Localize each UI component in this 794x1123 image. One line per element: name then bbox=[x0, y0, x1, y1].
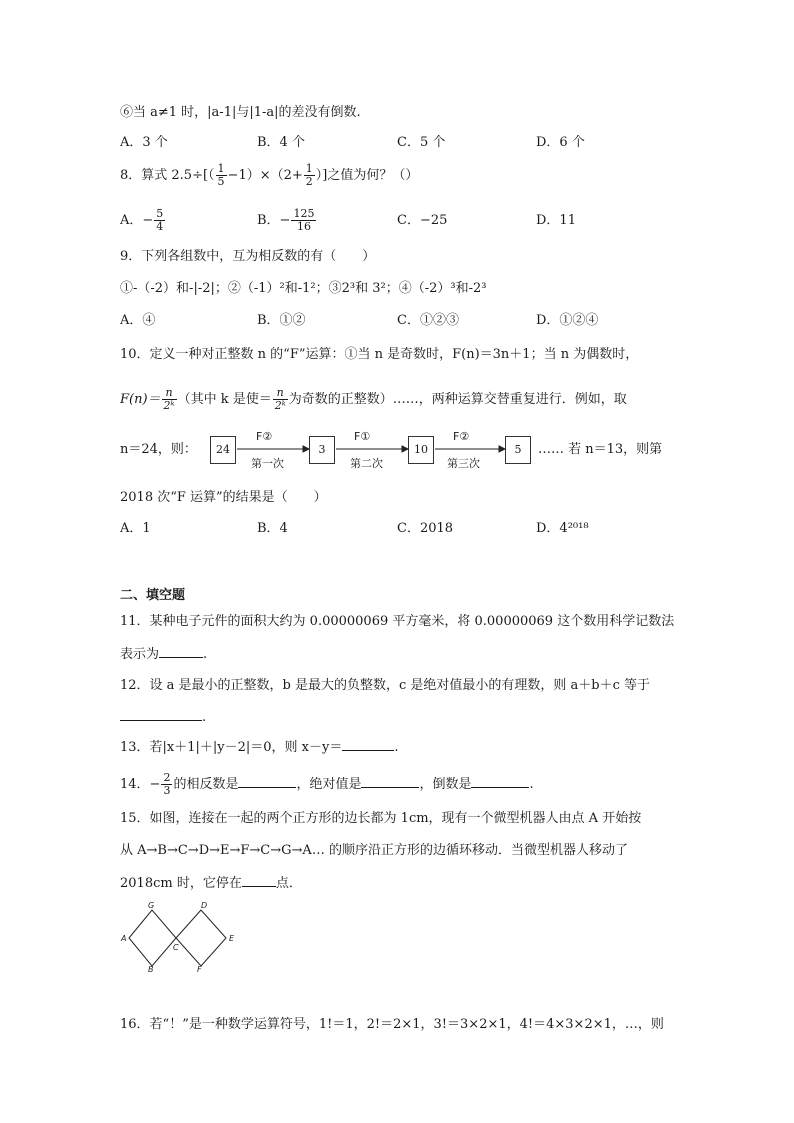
q8-opt-b-den: 16 bbox=[296, 220, 311, 233]
q14-line bbox=[120, 772, 534, 797]
q10-line3-suffix: …… 若 n＝13，则第 bbox=[538, 442, 663, 457]
q10-option-a: A．1 bbox=[120, 521, 151, 536]
label-b: B bbox=[148, 965, 154, 972]
q7-option-c: C．5 个 bbox=[397, 135, 446, 150]
q8-frac1-num: 1 bbox=[217, 162, 225, 175]
q16-line1: 16．若“！”是一种数学运算符号，1!＝1，2!＝2×1，3!＝3×2×1，4!＝4×3×2×1，…，则 bbox=[120, 1017, 664, 1032]
q12-end: . bbox=[202, 710, 207, 725]
q8-opt-a-den: 4 bbox=[156, 220, 164, 233]
q8-opt-a-num: 5 bbox=[156, 207, 164, 220]
flow-box-2: 3 bbox=[309, 436, 335, 464]
q9-option-b: B．①② bbox=[257, 313, 306, 328]
q8-opt-b-num: 125 bbox=[293, 207, 315, 220]
q10-fn: F(n)＝ bbox=[120, 392, 161, 407]
q11-label: 表示为 bbox=[120, 647, 160, 662]
label-a: A bbox=[121, 934, 127, 943]
label-e: E bbox=[229, 934, 235, 943]
q8-fraction-1 bbox=[216, 163, 227, 188]
q10-line4: 2018 次“F 运算”的结果是（ ） bbox=[120, 490, 327, 505]
q10-line2-mid: （其中 k 是使＝ bbox=[177, 392, 272, 407]
q14-frac-num: 2 bbox=[163, 771, 171, 784]
q7-option-d: D．6 个 bbox=[536, 135, 585, 150]
q15-squares-figure bbox=[120, 900, 240, 972]
q10-line1: 10．定义一种对正整数 n 的“F”运算：①当 n 是奇数时，F(n)＝3n＋1；当 n 为偶数时， bbox=[120, 347, 639, 362]
label-c: C bbox=[173, 943, 179, 952]
q7-option-a: A．3 个 bbox=[120, 135, 168, 150]
q8-option-d: D．11 bbox=[536, 213, 576, 228]
q14-blank-3[interactable] bbox=[471, 775, 529, 788]
flow-op-1: F② bbox=[256, 430, 273, 443]
q8-stem bbox=[120, 163, 418, 188]
q11-end: . bbox=[203, 647, 208, 662]
q10-option-d: D．4²⁰¹⁸ bbox=[536, 521, 589, 536]
q14-prefix: 14．− bbox=[120, 777, 161, 792]
q15-line3-a: 2018cm 时，它停在 bbox=[120, 876, 242, 891]
q9-items: ①-（-2）和-|-2|；②（-1）²和-1²；③2³和 3²；④（-2）³和-2³ bbox=[120, 281, 487, 296]
q7-option-b: B．4 个 bbox=[257, 135, 305, 150]
q13-line bbox=[120, 738, 399, 757]
q8-option-a-label: A．− bbox=[120, 213, 154, 228]
q8-option-a bbox=[120, 208, 166, 233]
flow-op-3: F② bbox=[453, 430, 470, 443]
q10-frac1-num: n bbox=[162, 387, 177, 400]
q8-option-b bbox=[257, 208, 317, 233]
q8-prefix: 8．算式 2.5÷[（ bbox=[120, 168, 215, 183]
q7-item6: ⑥当 a≠1 时，|a-1|与|1-a|的差没有倒数. bbox=[120, 105, 361, 120]
flow-step-2: 第二次 bbox=[350, 457, 383, 470]
q14-p3: ，倒数是 bbox=[419, 777, 472, 792]
q8-option-c: C．−25 bbox=[397, 213, 448, 228]
q14-p2: ，绝对值是 bbox=[296, 777, 362, 792]
q10-line2-end: 为奇数的正整数）……，两种运算交替重复进行．例如，取 bbox=[288, 392, 627, 407]
q10-line3-prefix: n＝24，则： bbox=[120, 442, 197, 457]
q15-line3-b: 点． bbox=[275, 876, 302, 891]
q11-line1: 11．某种电子元件的面积大约为 0.00000069 平方毫米，将 0.00000069 这个数用科学记数法 bbox=[120, 614, 675, 629]
label-g: G bbox=[148, 901, 155, 910]
q14-blank-2[interactable] bbox=[361, 775, 419, 788]
label-f: F bbox=[197, 965, 202, 972]
q8-suffix: ）]之值为何？（） bbox=[315, 168, 419, 183]
q10-option-c: C．2018 bbox=[397, 521, 454, 536]
label-d: D bbox=[201, 901, 208, 910]
q8-mid: −1）×（2+ bbox=[227, 168, 303, 183]
flow-box-4: 5 bbox=[505, 436, 531, 464]
q15-line3 bbox=[120, 874, 302, 893]
q14-p1: 的相反数是 bbox=[173, 777, 239, 792]
flow-op-2: F① bbox=[354, 430, 371, 443]
flow-box-3: 10 bbox=[408, 436, 434, 464]
q8-fraction-2 bbox=[304, 163, 315, 188]
section-title: 二、填空题 bbox=[120, 588, 186, 603]
q10-frac1-den: 2ᵏ bbox=[163, 399, 175, 412]
q12-line1: 12．设 a 是最小的正整数，b 是最大的负整数，c 是绝对值最小的有理数，则 a＋b＋c 等于 bbox=[120, 678, 651, 693]
q10-frac2-num: n bbox=[273, 387, 288, 400]
q10-frac-2 bbox=[273, 387, 288, 412]
q15-answer-blank[interactable] bbox=[242, 874, 276, 887]
q14-blank-1[interactable] bbox=[238, 775, 296, 788]
flow-step-3: 第三次 bbox=[447, 457, 480, 470]
q9-option-a: A．④ bbox=[120, 313, 156, 328]
q10-line2 bbox=[120, 387, 627, 412]
q10-option-b: B．4 bbox=[257, 521, 288, 536]
q10-frac-1 bbox=[162, 387, 177, 412]
q8-option-a-frac bbox=[154, 208, 165, 233]
q14-end: . bbox=[529, 777, 534, 792]
q8-frac2-num: 1 bbox=[305, 162, 313, 175]
q12-answer-blank[interactable] bbox=[120, 708, 202, 721]
flow-box-1: 24 bbox=[210, 436, 236, 464]
q13-end: . bbox=[394, 740, 399, 755]
q11-answer-blank[interactable] bbox=[159, 645, 203, 658]
q11-line2 bbox=[120, 645, 207, 664]
q9-option-c: C．①②③ bbox=[397, 313, 459, 328]
q9-option-d: D．①②④ bbox=[536, 313, 599, 328]
q10-frac2-den: 2ᵏ bbox=[274, 399, 286, 412]
q8-frac1-den: 5 bbox=[217, 175, 225, 188]
q14-frac-den: 3 bbox=[163, 784, 171, 797]
q13-text: 13．若|x＋1|＋|y－2|＝0，则 x－y＝ bbox=[120, 740, 343, 755]
q8-option-b-label: B．− bbox=[257, 213, 291, 228]
q15-line2: 从 A→B→C→D→E→F→C→G→A… 的顺序沿正方形的边循环移动．当微型机器人移动了 bbox=[120, 843, 628, 858]
q9-stem: 9．下列各组数中，互为相反数的有（ ） bbox=[120, 249, 376, 264]
flow-step-1: 第一次 bbox=[251, 457, 284, 470]
q13-answer-blank[interactable] bbox=[342, 738, 394, 751]
q14-frac bbox=[161, 772, 172, 797]
q8-frac2-den: 2 bbox=[305, 175, 313, 188]
q15-line1: 15．如图，连接在一起的两个正方形的边长都为 1cm，现有一个微型机器人由点 A 开始按 bbox=[120, 811, 642, 826]
q8-option-b-frac bbox=[291, 208, 316, 233]
q12-line2 bbox=[120, 708, 206, 727]
